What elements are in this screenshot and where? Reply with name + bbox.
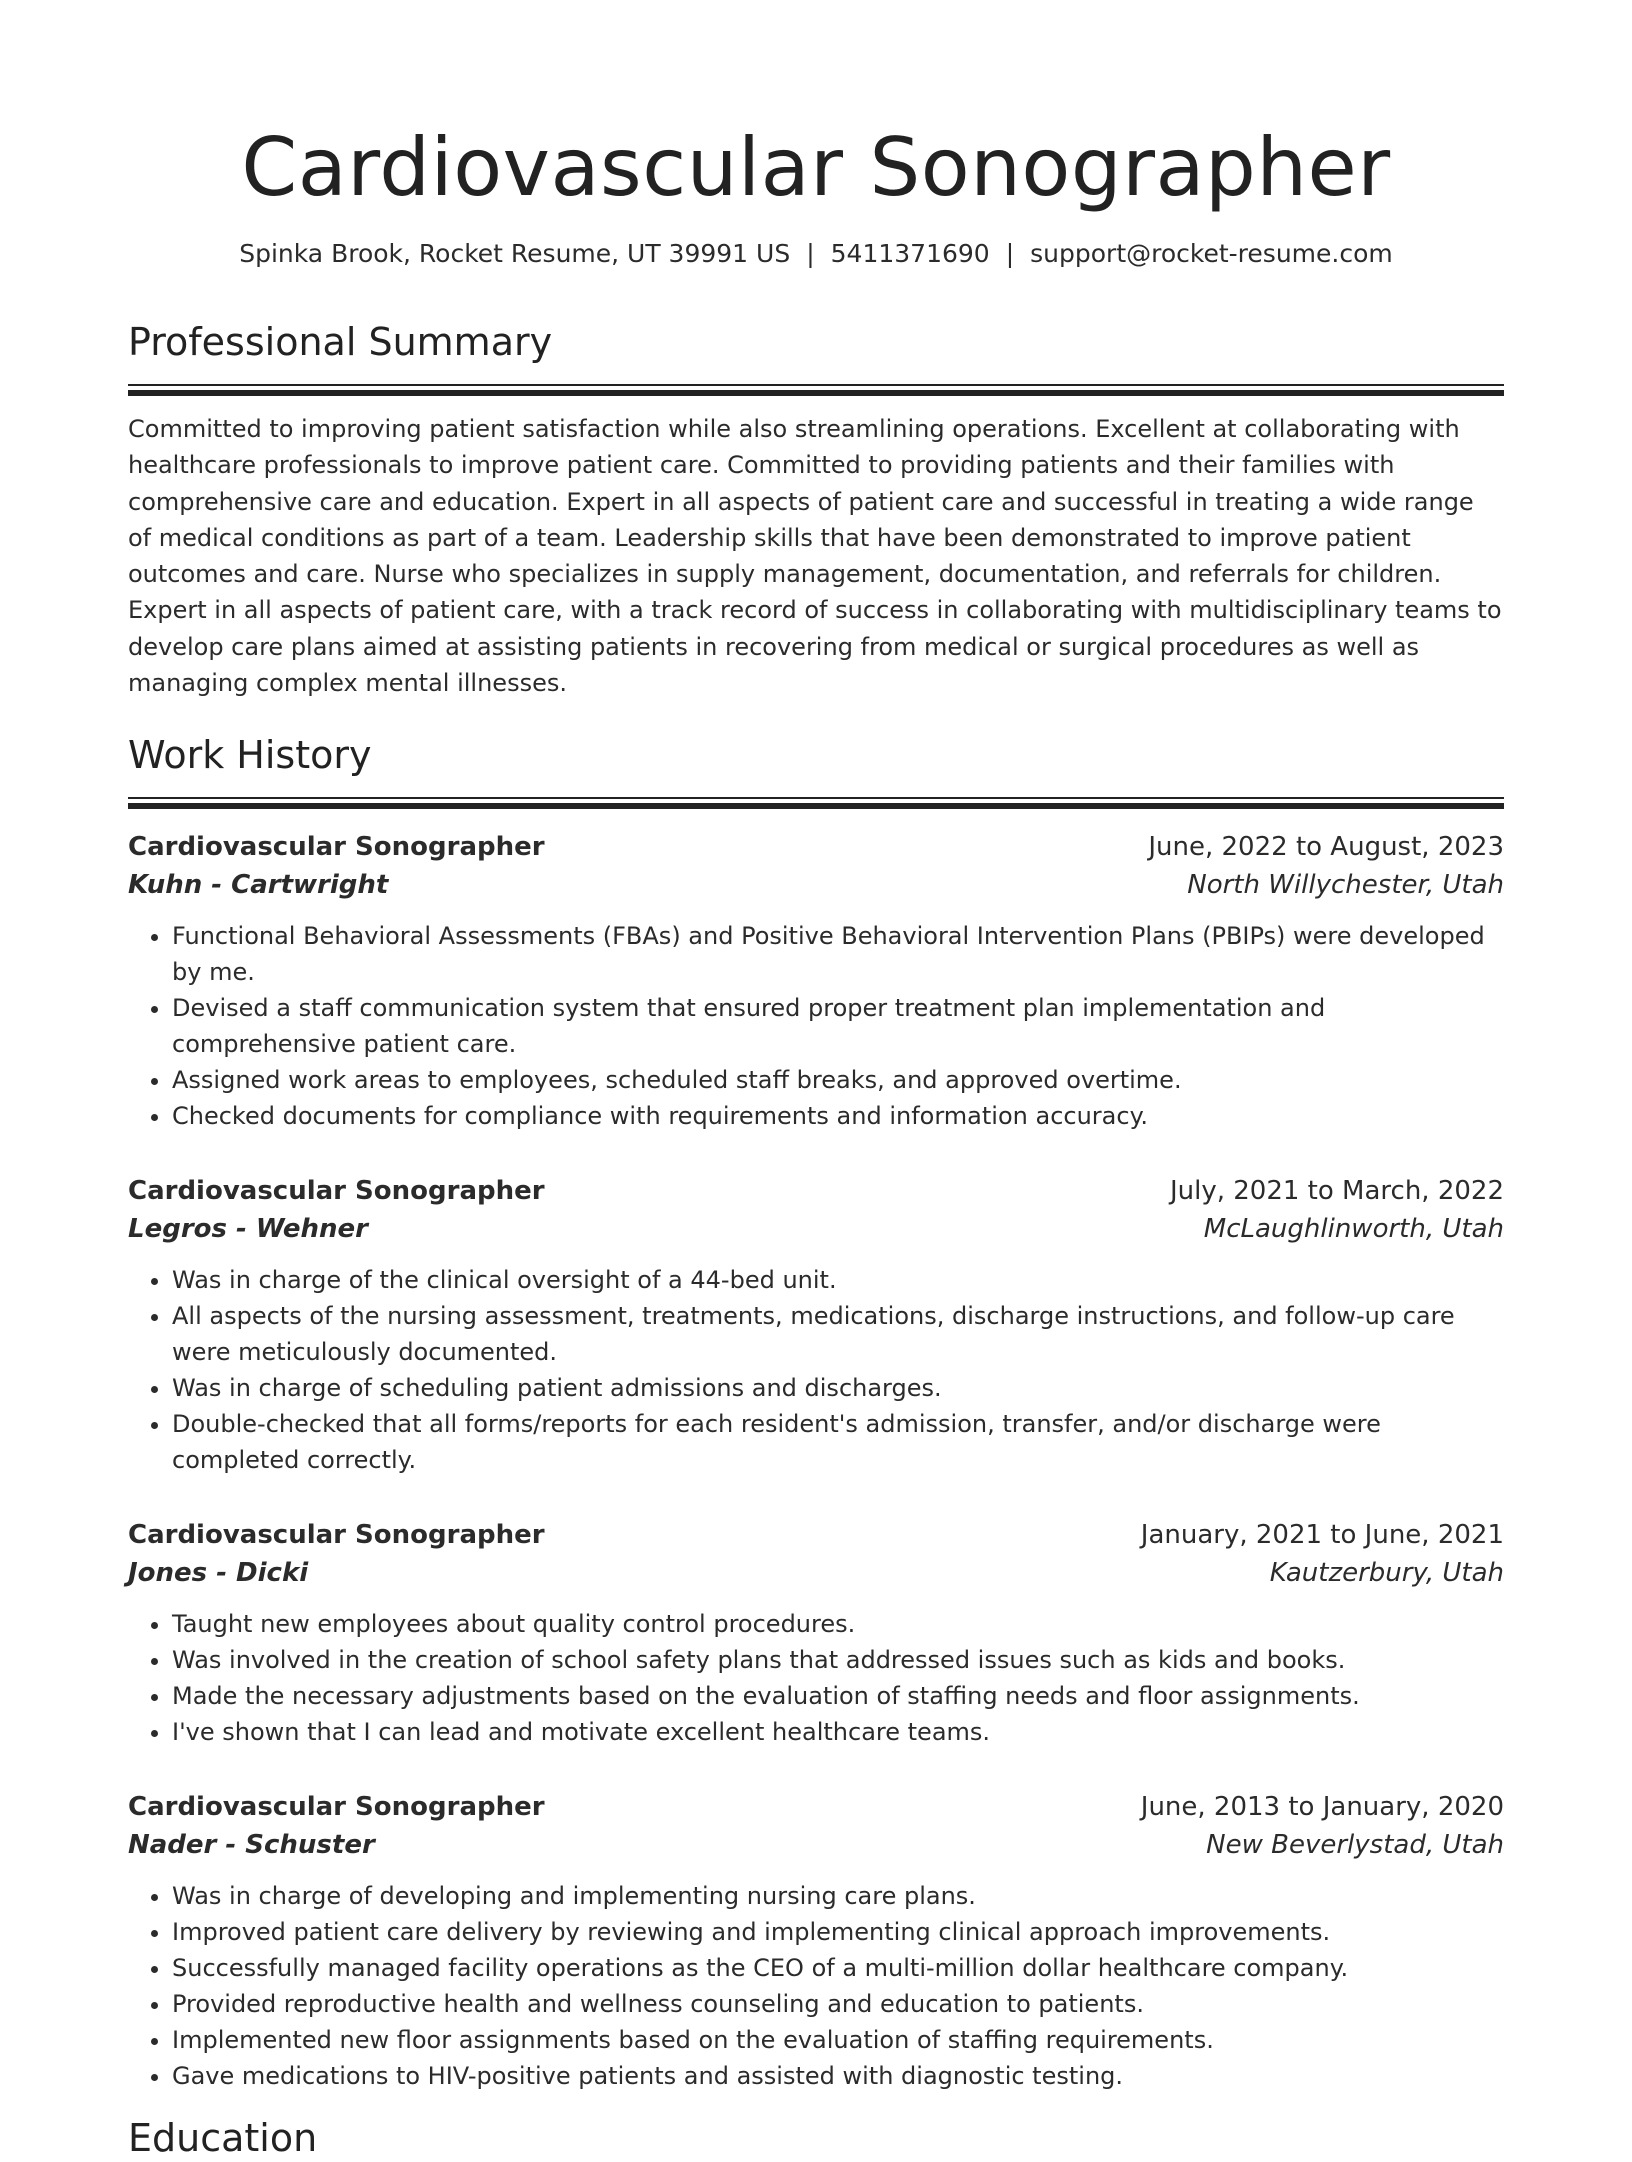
- contact-separator: |: [1005, 239, 1015, 268]
- job-bullet: • Functional Behavioral Assessments (FBAs) and Positive Behavioral Intervention Plans (PBIPs) were developed by me.: [172, 918, 1504, 990]
- job-location: McLaughlinworth, Utah: [1203, 1214, 1504, 1245]
- job-header-row: [128, 1172, 1504, 1210]
- job-entry: [128, 1788, 1504, 2094]
- job-header-row: [128, 828, 1504, 866]
- job-entry: [128, 1172, 1504, 1478]
- section-title-summary: Professional Summary: [128, 320, 553, 364]
- job-entry: [128, 828, 1504, 1134]
- job-bullet-list: [128, 1606, 1504, 1750]
- summary-text: Committed to improving patient satisfaction while also streamlining operations. Excellent at collaborating with healthcare professionals to improve patient care. Committed to providing patients and their families with comprehensive care and education. Expert in all aspects of patient care and successful in treating a wide range of medical conditions as part of a team. Leadership skills that have been demonstrated to improve patient outcomes and care. Nurse who specializes in supply management, documentation, and referrals for children. Expert in all aspects of patient care, with a track record of success in collaborating with multidisciplinary teams to develop care plans aimed at assisting patients in recovering from medical or surgical procedures as well as managing complex mental illnesses.: [128, 415, 1502, 698]
- section-divider: [128, 384, 1504, 395]
- job-bullet: • Assigned work areas to employees, scheduled staff breaks, and approved overtime.: [172, 1062, 1504, 1098]
- job-company: Kuhn - Cartwright: [128, 870, 389, 901]
- job-entry: [128, 1516, 1504, 1750]
- job-company-row: [128, 1210, 1504, 1248]
- job-bullet: • Was in charge of the clinical oversight of a 44-bed unit.: [172, 1262, 1504, 1298]
- job-company-row: [128, 866, 1504, 904]
- job-company: Nader - Schuster: [128, 1830, 375, 1861]
- job-bullet: • Implemented new floor assignments based on the evaluation of staffing requirements.: [172, 2022, 1504, 2058]
- section-title-work-history: Work History: [128, 733, 372, 778]
- job-bullet: • All aspects of the nursing assessment, treatments, medications, discharge instructions, and follow-up care were meticulously documented.: [172, 1298, 1504, 1370]
- job-bullet: • Checked documents for compliance with requirements and information accuracy.: [172, 1098, 1504, 1134]
- resume-name: Cardiovascular Sonographer: [241, 121, 1391, 214]
- job-bullet: • Devised a staff communication system that ensured proper treatment plan implementation and comprehensive patient care.: [172, 990, 1504, 1062]
- job-title: Cardiovascular Sonographer: [128, 832, 545, 863]
- job-bullet: • Made the necessary adjustments based on the evaluation of staffing needs and floor assignments.: [172, 1678, 1504, 1714]
- resume-page: [128, 0, 1504, 2162]
- section-title-education: Education: [128, 2116, 318, 2161]
- job-bullet: • Double-checked that all forms/reports for each resident's admission, transfer, and/or discharge were completed correctly.: [172, 1406, 1504, 1478]
- job-location: North Willychester, Utah: [1187, 870, 1504, 901]
- job-company: Legros - Wehner: [128, 1214, 368, 1245]
- job-dates: June, 2022 to August, 2023: [1148, 832, 1504, 863]
- job-company-row: [128, 1554, 1504, 1592]
- job-bullet-list: [128, 918, 1504, 1134]
- job-company-row: [128, 1826, 1504, 1864]
- work-history-section: [128, 731, 1504, 2094]
- job-title: Cardiovascular Sonographer: [128, 1176, 545, 1207]
- education-section: [128, 2114, 1504, 2162]
- job-header-row: [128, 1788, 1504, 1826]
- job-dates: January, 2021 to June, 2021: [1140, 1520, 1504, 1551]
- job-header-row: [128, 1516, 1504, 1554]
- professional-summary-section: [128, 318, 1504, 701]
- job-dates: June, 2013 to January, 2020: [1140, 1792, 1504, 1823]
- job-bullet: • Was involved in the creation of school safety plans that addressed issues such as kids and books.: [172, 1642, 1504, 1678]
- contact-phone: 5411371690: [830, 239, 990, 268]
- job-bullet: • Taught new employees about quality control procedures.: [172, 1606, 1504, 1642]
- contact-email: support@rocket-resume.com: [1030, 239, 1393, 268]
- job-bullet-list: [128, 1878, 1504, 2094]
- job-bullet: • Provided reproductive health and wellness counseling and education to patients.: [172, 1986, 1504, 2022]
- job-bullet: • I've shown that I can lead and motivate excellent healthcare teams.: [172, 1714, 1504, 1750]
- job-bullet: • Successfully managed facility operations as the CEO of a multi-million dollar healthcare company.: [172, 1950, 1504, 1986]
- job-bullet: • Was in charge of developing and implementing nursing care plans.: [172, 1878, 1504, 1914]
- job-location: Kautzerbury, Utah: [1269, 1558, 1504, 1589]
- job-bullet-list: [128, 1262, 1504, 1478]
- section-divider: [128, 797, 1504, 808]
- job-dates: July, 2021 to March, 2022: [1169, 1176, 1504, 1207]
- contact-separator: |: [806, 239, 815, 268]
- job-bullet: • Was in charge of scheduling patient admissions and discharges.: [172, 1370, 1504, 1406]
- contact-address: Spinka Brook, Rocket Resume, UT 39991 US: [239, 239, 791, 268]
- job-bullet: • Gave medications to HIV-positive patients and assisted with diagnostic testing.: [172, 2058, 1504, 2094]
- contact-line: [128, 238, 1504, 270]
- job-title: Cardiovascular Sonographer: [128, 1520, 545, 1551]
- job-location: New Beverlystad, Utah: [1206, 1830, 1504, 1861]
- job-company: Jones - Dicki: [128, 1558, 309, 1589]
- job-bullet: • Improved patient care delivery by reviewing and implementing clinical approach improvements.: [172, 1914, 1504, 1950]
- job-title: Cardiovascular Sonographer: [128, 1792, 545, 1823]
